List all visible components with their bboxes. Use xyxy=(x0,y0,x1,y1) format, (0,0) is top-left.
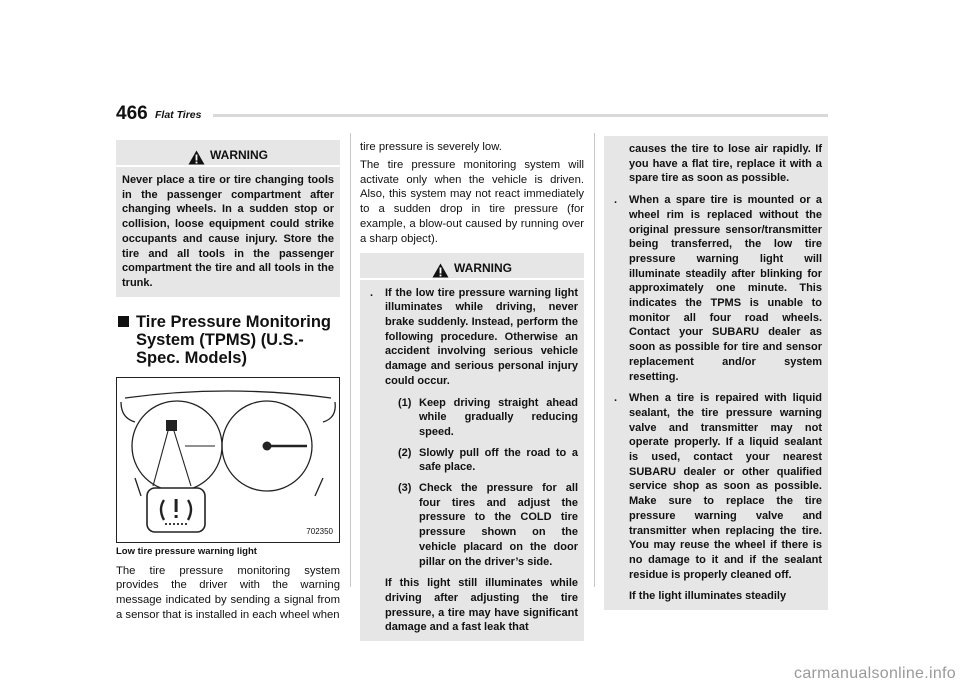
section-heading: Tire Pressure Monitoring System (TPMS) (U.S.-Spec. Models) xyxy=(116,313,340,367)
dashboard-figure xyxy=(116,377,340,543)
procedure-step: (3) Check the pressure for all four tires and adjust the pressure to the COLD tire pressure shown on the vehicle placard on the door pillar on the driver’s side. xyxy=(398,482,578,568)
warning-continuation: causes the tire to lose air rapidly. If you have a flat tire, replace it with a spare tire as soon as possible. xyxy=(629,143,822,185)
procedure-step: (2) Slowly pull off the road to a safe place. xyxy=(398,446,578,474)
warning-bullet: . If the low tire pressure warning light illuminates while driving, never brake suddenly. Instead, perform the following procedure. Otherwise an accident involving serious vehicle damage and serious personal injury could occur. xyxy=(370,286,578,387)
watermark: carmanualsonline.info xyxy=(794,665,956,682)
warning-text: Never place a tire or tire changing tools in the passenger compartment after changing wheels. In a sudden stop or collision, loose equipment could strike occupants and cause injury. Store the tire and all tools in the passenger compartment the tire and all tools in the trunk. xyxy=(122,174,334,289)
header-rule xyxy=(213,114,828,117)
column-left xyxy=(116,140,340,623)
column-divider xyxy=(350,133,351,587)
figure-code: 702350 xyxy=(306,526,333,536)
warning-triangle-icon xyxy=(188,150,205,165)
warning-bullet: . When a tire is repaired with liquid sealant, the tire pressure warning valve and transmitter may not operate properly. If a liquid sealant is used, contact your nearest SUBARU dealer or other qualified service shop as soon as possible. Make sure to replace the tire pressure warning valve and transmitter when replacing the tire. You may reuse the wheel if there is no damage to it and if the sealant residue is properly cleaned off. xyxy=(614,392,822,581)
warning-label: WARNING xyxy=(432,261,512,275)
warning-bullet: . When a spare tire is mounted or a wheel rim is replaced without the original pressure sensor/transmitter being transferred, the low tire pressure warning light will illuminate steadily after blinking for approximately one minute. This indicates the TPMS is unable to monitor all four road wheels. Contact your SUBARU dealer as soon as possible for tire and sensor replacement and/or system resetting. xyxy=(614,194,822,383)
warning-label: WARNING xyxy=(188,148,268,162)
warning-triangle-icon xyxy=(432,263,449,278)
bullet-mark: . xyxy=(370,286,374,299)
square-bullet-icon xyxy=(118,316,129,327)
bullet-mark: . xyxy=(614,194,618,207)
procedure-steps xyxy=(366,396,578,570)
warning-header xyxy=(366,253,578,276)
procedure-step: (1) Keep driving straight ahead while gradually reducing speed. xyxy=(398,396,578,438)
instrument-cluster-illustration xyxy=(117,378,339,542)
column-right xyxy=(604,136,828,610)
warning-box xyxy=(116,140,340,297)
body-text: The tire pressure monitoring system provides the driver with the warning message indicated by sending a signal from a sensor that is installed in each wheel when xyxy=(116,564,340,622)
warning-divider xyxy=(360,278,584,280)
page-number: 466 xyxy=(116,103,148,124)
page-header xyxy=(116,103,828,127)
warning-box-continued xyxy=(604,136,828,610)
warning-continuation: If this light still illuminates while driving after adjusting the tire pressure, a tire may have significant damage and a fast leak that xyxy=(385,577,578,634)
warning-continuation: If the light illuminates steadily xyxy=(629,590,787,603)
body-text: tire pressure is severely low. The tire pressure monitoring system will activate only when the vehicle is driven. Also, this system may not react immediately to a sudden drop in tire pressure (for example, a blow-out caused by running over a sharp object). xyxy=(360,141,584,245)
column-middle xyxy=(360,140,584,641)
warning-divider xyxy=(116,165,340,167)
column-divider xyxy=(594,133,595,587)
warning-header xyxy=(122,140,334,163)
section-title: Flat Tires xyxy=(155,109,202,121)
figure-caption: Low tire pressure warning light xyxy=(116,545,257,557)
warning-box xyxy=(360,253,584,641)
bullet-mark: . xyxy=(614,392,618,405)
